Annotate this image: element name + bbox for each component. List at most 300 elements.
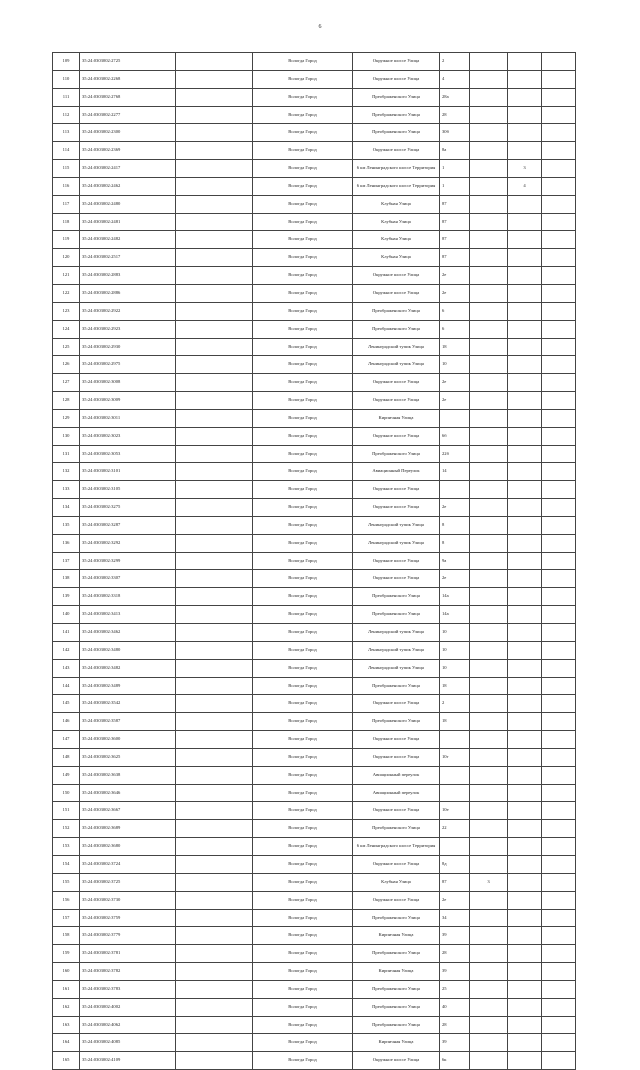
apartment-cell [508,1016,542,1034]
cadastral-number-cell: 35:24:0303002:2482 [80,231,176,249]
empty-cell [542,409,576,427]
locality-cell: Вологда Город [253,70,353,88]
empty-cell [176,873,253,891]
cadastral-number-cell: 35:24:0303002:3680 [80,838,176,856]
building-cell [470,945,508,963]
row-number-cell: 156 [53,891,80,909]
locality-cell: Вологда Город [253,838,353,856]
empty-cell [176,588,253,606]
empty-cell [542,481,576,499]
empty-cell [176,731,253,749]
table-row [53,463,576,481]
house-number-cell [440,766,470,784]
empty-cell [542,177,576,195]
street-cell: Преображенского Улица [353,302,440,320]
house-number-cell [440,731,470,749]
row-number-cell: 147 [53,731,80,749]
table-row [53,855,576,873]
empty-cell [176,677,253,695]
building-cell [470,570,508,588]
cadastral-number-cell: 35:24:0303002:3587 [80,713,176,731]
empty-cell [542,70,576,88]
row-number-cell: 111 [53,88,80,106]
street-cell: Клубная Улица [353,249,440,267]
empty-cell [542,748,576,766]
empty-cell [542,267,576,285]
house-number-cell: 8 [440,534,470,552]
cadastral-number-cell: 35:24:0303002:3724 [80,855,176,873]
empty-cell [542,963,576,981]
building-cell [470,748,508,766]
empty-cell [176,284,253,302]
street-cell: Авиационный переулок [353,784,440,802]
house-number-cell: 22б [440,445,470,463]
row-number-cell: 116 [53,177,80,195]
empty-cell [176,945,253,963]
cadastral-number-cell: 35:24:0303002:3725 [80,873,176,891]
building-cell [470,784,508,802]
street-cell: Окружное шоссе Улица [353,70,440,88]
table-row [53,88,576,106]
house-number-cell: 2е [440,267,470,285]
table-row [53,249,576,267]
locality-cell: Вологда Город [253,570,353,588]
empty-cell [542,784,576,802]
building-cell [470,909,508,927]
empty-cell [176,88,253,106]
locality-cell: Вологда Город [253,445,353,463]
empty-cell [176,160,253,178]
apartment-cell [508,267,542,285]
empty-cell [542,909,576,927]
empty-cell [542,463,576,481]
house-number-cell: 6 [440,320,470,338]
table-row [53,356,576,374]
table-row [53,980,576,998]
locality-cell: Вологда Город [253,855,353,873]
cadastral-number-cell: 35:24:0303002:3008 [80,374,176,392]
row-number-cell: 145 [53,695,80,713]
cadastral-number-cell: 35:24:0303002:2300 [80,124,176,142]
building-cell [470,356,508,374]
empty-cell [176,142,253,160]
apartment-cell [508,409,542,427]
empty-cell [176,1034,253,1052]
building-cell [470,195,508,213]
cadastral-number-cell: 35:24:0303002:3625 [80,748,176,766]
table-row [53,927,576,945]
street-cell: Окружное шоссе Улица [353,748,440,766]
locality-cell: Вологда Город [253,659,353,677]
empty-cell [176,1052,253,1070]
table-row [53,481,576,499]
street-cell: Окружное шоссе Улица [353,855,440,873]
cadastral-number-cell: 35:24:0303002:3318 [80,588,176,606]
street-cell: Окружное шоссе Улица [353,570,440,588]
apartment-cell [508,463,542,481]
table-row [53,570,576,588]
row-number-cell: 119 [53,231,80,249]
empty-cell [176,249,253,267]
building-cell [470,927,508,945]
locality-cell: Вологда Город [253,142,353,160]
locality-cell: Вологда Город [253,1016,353,1034]
empty-cell [542,998,576,1016]
street-cell: Авиационный Переулок [353,463,440,481]
apartment-cell [508,873,542,891]
building-cell [470,231,508,249]
locality-cell: Вологда Город [253,963,353,981]
row-number-cell: 137 [53,552,80,570]
house-number-cell: 14a [440,588,470,606]
building-cell [470,481,508,499]
apartment-cell [508,213,542,231]
street-cell: Преображенского Улица [353,998,440,1016]
apartment-cell [508,606,542,624]
apartment-cell [508,374,542,392]
empty-cell [176,267,253,285]
table-row [53,106,576,124]
locality-cell: Вологда Город [253,641,353,659]
locality-cell: Вологда Город [253,873,353,891]
house-number-cell [440,838,470,856]
cadastral-number-cell: 35:24:0303002:3489 [80,677,176,695]
empty-cell [542,427,576,445]
row-number-cell: 135 [53,516,80,534]
street-cell: Клубная Улица [353,873,440,891]
row-number-cell: 114 [53,142,80,160]
locality-cell: Вологда Город [253,356,353,374]
building-cell [470,695,508,713]
building-cell [470,320,508,338]
building-cell [470,1034,508,1052]
empty-cell [176,784,253,802]
building-cell [470,124,508,142]
cadastral-number-cell: 35:24:0303002:3689 [80,820,176,838]
cadastral-number-cell: 35:24:0303002:4062 [80,1016,176,1034]
empty-cell [542,677,576,695]
empty-cell [176,320,253,338]
street-cell: Ленинградский тупик Улица [353,624,440,642]
row-number-cell: 165 [53,1052,80,1070]
locality-cell: Вологда Город [253,980,353,998]
building-cell [470,142,508,160]
building-cell [470,998,508,1016]
locality-cell: Вологда Город [253,606,353,624]
table-row [53,231,576,249]
street-cell: Авиационный переулок [353,766,440,784]
table-row [53,766,576,784]
street-cell: Ленинградский тупик Улица [353,356,440,374]
row-number-cell: 152 [53,820,80,838]
locality-cell: Вологда Город [253,177,353,195]
empty-cell [176,534,253,552]
apartment-cell [508,302,542,320]
empty-cell [176,427,253,445]
apartment-cell [508,1052,542,1070]
empty-cell [176,106,253,124]
cadastral-number-cell: 35:24:0303002:3009 [80,392,176,410]
street-cell: Преображенского Улица [353,1016,440,1034]
street-cell: Окружное шоссе Улица [353,142,440,160]
cadastral-number-cell: 35:24:0303002:3480 [80,641,176,659]
street-cell: Кирпичная Улица [353,927,440,945]
empty-cell [176,713,253,731]
table-row [53,142,576,160]
cadastral-number-cell: 35:24:0303002:3638 [80,766,176,784]
street-cell: Кирпичная Улица [353,1034,440,1052]
building-cell [470,1016,508,1034]
row-number-cell: 117 [53,195,80,213]
empty-cell [542,891,576,909]
apartment-cell [508,641,542,659]
table-row [53,534,576,552]
apartment-cell [508,338,542,356]
street-cell: Клубная Улица [353,231,440,249]
street-cell: Кирпичная Улица [353,963,440,981]
house-number-cell: 39 [440,927,470,945]
empty-cell [176,820,253,838]
row-number-cell: 118 [53,213,80,231]
building-cell [470,802,508,820]
row-number-cell: 157 [53,909,80,927]
street-cell: Окружное шоссе Улица [353,427,440,445]
apartment-cell [508,552,542,570]
building-cell [470,624,508,642]
apartment-cell: 4 [508,177,542,195]
apartment-cell [508,142,542,160]
street-cell: Преображенского Улица [353,606,440,624]
empty-cell [542,588,576,606]
empty-cell [176,998,253,1016]
row-number-cell: 115 [53,160,80,178]
empty-cell [176,445,253,463]
house-number-cell: 2е [440,392,470,410]
table-row [53,302,576,320]
apartment-cell [508,445,542,463]
empty-cell [176,231,253,249]
apartment-cell [508,784,542,802]
house-number-cell: 28 [440,106,470,124]
row-number-cell: 121 [53,267,80,285]
empty-cell [542,88,576,106]
empty-cell [542,659,576,677]
street-cell: Окружное шоссе Улица [353,731,440,749]
row-number-cell: 154 [53,855,80,873]
locality-cell: Вологда Город [253,1052,353,1070]
row-number-cell: 163 [53,1016,80,1034]
locality-cell: Вологда Город [253,998,353,1016]
cadastral-number-cell: 35:24:0303002:3782 [80,963,176,981]
table-row [53,284,576,302]
building-cell [470,855,508,873]
page-number: 6 [318,24,322,30]
cadastral-number-cell: 35:24:0303002:3275 [80,499,176,517]
house-number-cell: 18 [440,338,470,356]
locality-cell: Вологда Город [253,499,353,517]
building-cell [470,963,508,981]
street-cell: Окружное шоссе Улица [353,481,440,499]
empty-cell [542,1052,576,1070]
row-number-cell: 153 [53,838,80,856]
row-number-cell: 161 [53,980,80,998]
building-cell [470,53,508,71]
empty-cell [542,606,576,624]
table-row [53,945,576,963]
building-cell [470,302,508,320]
apartment-cell [508,284,542,302]
table-row [53,838,576,856]
apartment-cell [508,659,542,677]
table-row [53,177,576,195]
empty-cell [542,713,576,731]
cadastral-number-cell: 35:24:0303002:2481 [80,213,176,231]
table-row [53,195,576,213]
empty-cell [176,338,253,356]
cadastral-number-cell: 35:24:0303002:3783 [80,980,176,998]
street-cell: Клубная Улица [353,195,440,213]
cadastral-number-cell: 35:24:0303002:2517 [80,249,176,267]
row-number-cell: 143 [53,659,80,677]
house-number-cell: 34 [440,909,470,927]
building-cell [470,284,508,302]
locality-cell: Вологда Город [253,231,353,249]
empty-cell [176,409,253,427]
house-number-cell: 10 [440,356,470,374]
apartment-cell [508,713,542,731]
table-row [53,873,576,891]
empty-cell [176,891,253,909]
house-number-cell: 87 [440,195,470,213]
building-cell [470,392,508,410]
house-number-cell: 14 [440,463,470,481]
locality-cell: Вологда Город [253,891,353,909]
empty-cell [542,356,576,374]
street-cell: Преображенского Улица [353,713,440,731]
table-row [53,213,576,231]
street-cell: Окружное шоссе Улица [353,392,440,410]
house-number-cell: 14a [440,606,470,624]
cadastral-number-cell: 35:24:0303002:2922 [80,302,176,320]
house-number-cell: 28 [440,1016,470,1034]
cadastral-number-cell: 35:24:0303002:3011 [80,409,176,427]
empty-cell [176,624,253,642]
cadastral-number-cell: 35:24:0303002:3101 [80,463,176,481]
locality-cell: Вологда Город [253,1034,353,1052]
table-row [53,267,576,285]
empty-cell [542,338,576,356]
house-number-cell: 2е [440,374,470,392]
table-row [53,606,576,624]
cadastral-number-cell: 35:24:0303002:2886 [80,284,176,302]
row-number-cell: 133 [53,481,80,499]
house-number-cell [440,784,470,802]
empty-cell [176,909,253,927]
cadastral-number-cell: 35:24:0303002:3646 [80,784,176,802]
table-row [53,499,576,517]
house-number-cell: 2е [440,284,470,302]
empty-cell [176,748,253,766]
cadastral-number-cell: 35:24:0303002:2268 [80,70,176,88]
table-row [53,320,576,338]
empty-cell [542,392,576,410]
cadastral-number-cell: 35:24:0303002:3299 [80,552,176,570]
street-cell: Ленинградский тупик Улица [353,534,440,552]
street-cell: Преображенского Улица [353,980,440,998]
building-cell [470,677,508,695]
empty-cell [542,820,576,838]
street-cell: Преображенского Улица [353,88,440,106]
cadastral-number-cell: 35:24:0303002:4109 [80,1052,176,1070]
locality-cell: Вологда Город [253,320,353,338]
empty-cell [176,606,253,624]
empty-cell [176,659,253,677]
street-cell: Преображенского Улица [353,320,440,338]
table-row [53,516,576,534]
locality-cell: Вологда Город [253,160,353,178]
table-row [53,641,576,659]
street-cell: Преображенского Улица [353,588,440,606]
house-number-cell: 25 [440,980,470,998]
apartment-cell [508,748,542,766]
house-number-cell: 1 [440,177,470,195]
building-cell [470,534,508,552]
table-row [53,552,576,570]
row-number-cell: 109 [53,53,80,71]
street-cell: Ленинградский тупик Улица [353,641,440,659]
building-cell [470,106,508,124]
empty-cell [176,838,253,856]
street-cell: Окружное шоссе Улица [353,891,440,909]
table-row [53,427,576,445]
building-cell [470,606,508,624]
empty-cell [176,855,253,873]
building-cell [470,641,508,659]
empty-cell [176,374,253,392]
empty-cell [542,552,576,570]
building-cell [470,88,508,106]
table-row [53,820,576,838]
street-cell: Преображенского Улица [353,677,440,695]
building-cell [470,552,508,570]
table-body [53,53,576,1070]
house-number-cell: 28a [440,88,470,106]
building-cell [470,177,508,195]
empty-cell [542,731,576,749]
building-cell [470,731,508,749]
locality-cell: Вологда Город [253,124,353,142]
cadastral-number-cell: 35:24:0303002:3053 [80,445,176,463]
empty-cell [176,570,253,588]
empty-cell [176,177,253,195]
street-cell: Преображенского Улица [353,945,440,963]
apartment-cell [508,53,542,71]
cadastral-number-cell: 35:24:0303002:3292 [80,534,176,552]
row-number-cell: 164 [53,1034,80,1052]
cadastral-number-cell: 35:24:0303002:3542 [80,695,176,713]
cadastral-number-cell: 35:24:0303002:3779 [80,927,176,945]
apartment-cell [508,1034,542,1052]
apartment-cell [508,980,542,998]
row-number-cell: 160 [53,963,80,981]
row-number-cell: 136 [53,534,80,552]
cadastral-number-cell: 35:24:0303002:2883 [80,267,176,285]
row-number-cell: 123 [53,302,80,320]
empty-cell [542,213,576,231]
house-number-cell: 9a [440,552,470,570]
cadastral-number-cell: 35:24:0303002:2480 [80,195,176,213]
empty-cell [176,392,253,410]
